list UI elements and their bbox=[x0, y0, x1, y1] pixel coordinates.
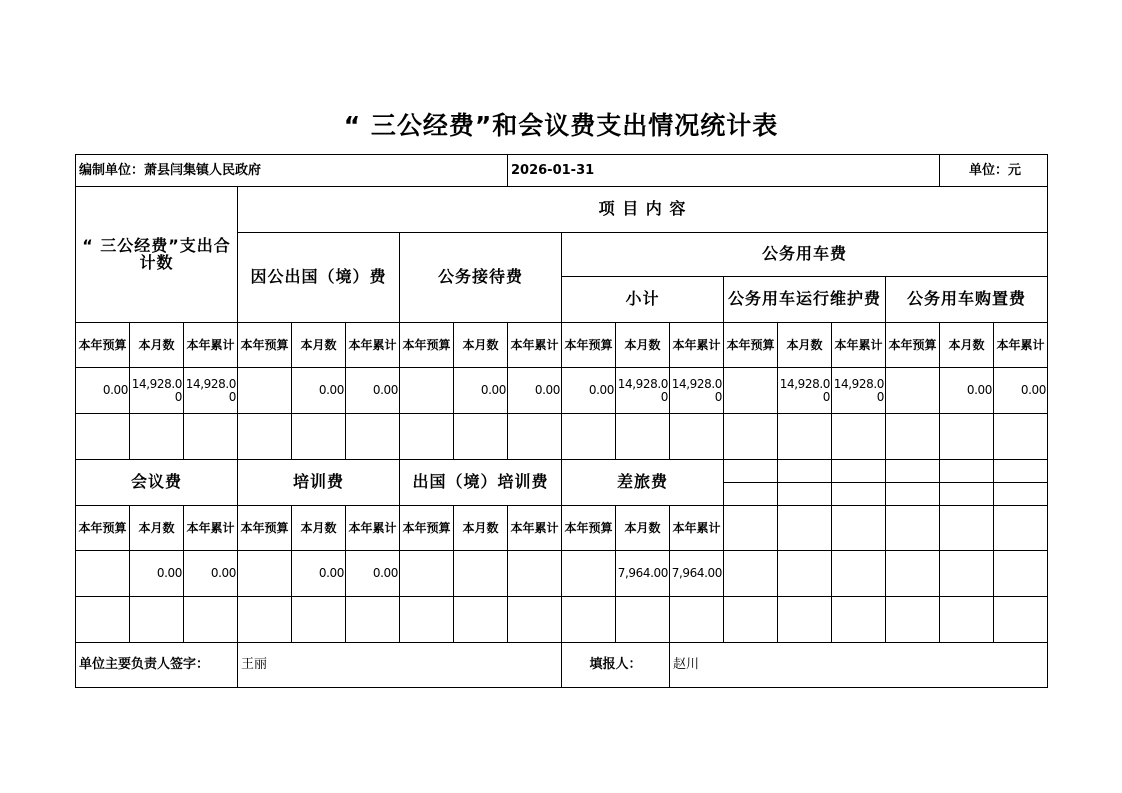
month-label: 本月数 bbox=[454, 506, 508, 551]
empty-cell bbox=[670, 414, 724, 460]
budget-label: 本年预算 bbox=[238, 323, 292, 368]
empty-cell bbox=[832, 414, 886, 460]
empty-cell bbox=[778, 597, 832, 643]
month-label: 本月数 bbox=[616, 323, 670, 368]
data-cell: 14,928.00 bbox=[184, 368, 238, 414]
empty-cell bbox=[508, 597, 562, 643]
budget-label: 本年预算 bbox=[400, 323, 454, 368]
budget-label: 本年预算 bbox=[76, 506, 130, 551]
data-row-2 bbox=[76, 551, 1048, 597]
cumulative-label: 本年累计 bbox=[832, 323, 886, 368]
budget-label: 本年预算 bbox=[562, 506, 616, 551]
empty-cell bbox=[292, 597, 346, 643]
empty-cell bbox=[778, 551, 832, 597]
empty-cell bbox=[400, 414, 454, 460]
empty-cell bbox=[670, 597, 724, 643]
cumulative-label: 本年累计 bbox=[508, 506, 562, 551]
column-label-row bbox=[76, 323, 1048, 368]
empty-cell bbox=[994, 460, 1048, 483]
data-cell: 0.00 bbox=[130, 551, 184, 597]
cumulative-label: 本年累计 bbox=[670, 506, 724, 551]
data-cell bbox=[454, 551, 508, 597]
empty-cell bbox=[886, 506, 940, 551]
empty-cell bbox=[76, 414, 130, 460]
vehicle-purchase-header: 公务用车购置费 bbox=[886, 277, 1048, 323]
project-content-header: 项 目 内 容 bbox=[238, 187, 1048, 233]
empty-cell bbox=[940, 506, 994, 551]
data-cell bbox=[508, 551, 562, 597]
compiling-unit: 编制单位：萧县闫集镇人民政府 bbox=[76, 155, 508, 187]
report-title: “ 三公经费”和会议费支出情况统计表 bbox=[343, 111, 779, 140]
empty-cell bbox=[940, 551, 994, 597]
month-label: 本月数 bbox=[130, 323, 184, 368]
empty-row bbox=[76, 414, 1048, 460]
data-cell: 7,964.00 bbox=[670, 551, 724, 597]
total-header: “ 三公经费”支出合计数 bbox=[76, 187, 238, 323]
budget-label: 本年预算 bbox=[724, 323, 778, 368]
training-header: 培训费 bbox=[238, 460, 400, 506]
empty-cell bbox=[454, 414, 508, 460]
empty-cell bbox=[832, 551, 886, 597]
empty-cell bbox=[130, 414, 184, 460]
budget-label: 本年预算 bbox=[238, 506, 292, 551]
data-cell bbox=[400, 368, 454, 414]
data-cell bbox=[562, 551, 616, 597]
empty-cell bbox=[994, 597, 1048, 643]
vehicle-subtotal-header: 小计 bbox=[562, 277, 724, 323]
budget-label: 本年预算 bbox=[562, 323, 616, 368]
empty-cell bbox=[886, 597, 940, 643]
empty-cell bbox=[130, 597, 184, 643]
cumulative-label: 本年累计 bbox=[994, 323, 1048, 368]
data-cell: 14,928.00 bbox=[670, 368, 724, 414]
overseas-training-header: 出国（境）培训费 bbox=[400, 460, 562, 506]
meeting-header: 会议费 bbox=[76, 460, 238, 506]
budget-label: 本年预算 bbox=[400, 506, 454, 551]
cumulative-label: 本年累计 bbox=[670, 323, 724, 368]
data-cell: 0.00 bbox=[940, 368, 994, 414]
cumulative-label: 本年累计 bbox=[508, 323, 562, 368]
overseas-header: 因公出国（境）费 bbox=[238, 233, 400, 323]
empty-cell bbox=[346, 597, 400, 643]
filler-name: 赵川 bbox=[670, 643, 1048, 688]
info-row bbox=[76, 155, 1048, 187]
empty-cell bbox=[508, 414, 562, 460]
signature-row bbox=[76, 643, 1048, 688]
empty-cell bbox=[616, 597, 670, 643]
month-label: 本月数 bbox=[130, 506, 184, 551]
month-label: 本月数 bbox=[778, 323, 832, 368]
empty-cell bbox=[994, 506, 1048, 551]
data-cell bbox=[724, 368, 778, 414]
empty-cell bbox=[994, 483, 1048, 506]
empty-cell bbox=[184, 414, 238, 460]
budget-label: 本年预算 bbox=[886, 323, 940, 368]
empty-cell bbox=[886, 551, 940, 597]
empty-cell bbox=[346, 414, 400, 460]
empty-cell bbox=[994, 551, 1048, 597]
month-label: 本月数 bbox=[292, 323, 346, 368]
month-label: 本月数 bbox=[454, 323, 508, 368]
empty-cell bbox=[994, 414, 1048, 460]
data-cell: 0.00 bbox=[292, 368, 346, 414]
data-cell: 14,928.00 bbox=[778, 368, 832, 414]
empty-cell bbox=[886, 460, 940, 483]
empty-cell bbox=[562, 597, 616, 643]
empty-cell bbox=[562, 414, 616, 460]
data-cell bbox=[400, 551, 454, 597]
empty-cell bbox=[238, 597, 292, 643]
empty-cell bbox=[778, 414, 832, 460]
data-cell bbox=[886, 368, 940, 414]
travel-header: 差旅费 bbox=[562, 460, 724, 506]
data-cell: 0.00 bbox=[994, 368, 1048, 414]
data-cell: 0.00 bbox=[454, 368, 508, 414]
statistics-table bbox=[75, 154, 1048, 688]
empty-cell bbox=[724, 483, 778, 506]
empty-cell bbox=[832, 506, 886, 551]
vehicle-running-header: 公务用车运行维护费 bbox=[724, 277, 886, 323]
cumulative-label: 本年累计 bbox=[184, 506, 238, 551]
data-cell: 0.00 bbox=[508, 368, 562, 414]
data-cell bbox=[76, 551, 130, 597]
data-cell: 0.00 bbox=[562, 368, 616, 414]
leader-signature-label: 单位主要负责人签字： bbox=[76, 643, 238, 688]
empty-cell bbox=[886, 483, 940, 506]
data-cell: 0.00 bbox=[76, 368, 130, 414]
empty-cell bbox=[724, 506, 778, 551]
empty-cell bbox=[778, 506, 832, 551]
empty-cell bbox=[724, 551, 778, 597]
data-cell: 0.00 bbox=[346, 551, 400, 597]
data-row-1 bbox=[76, 368, 1048, 414]
empty-cell bbox=[292, 414, 346, 460]
leader-name: 王丽 bbox=[238, 643, 562, 688]
data-cell: 14,928.00 bbox=[130, 368, 184, 414]
empty-cell bbox=[724, 460, 778, 483]
budget-label: 本年预算 bbox=[76, 323, 130, 368]
data-cell: 0.00 bbox=[184, 551, 238, 597]
data-cell: 7,964.00 bbox=[616, 551, 670, 597]
empty-cell bbox=[940, 460, 994, 483]
empty-cell bbox=[76, 597, 130, 643]
empty-cell bbox=[724, 597, 778, 643]
cumulative-label: 本年累计 bbox=[346, 506, 400, 551]
empty-cell bbox=[886, 414, 940, 460]
empty-cell bbox=[778, 483, 832, 506]
empty-row bbox=[76, 597, 1048, 643]
empty-cell bbox=[238, 414, 292, 460]
data-cell bbox=[238, 551, 292, 597]
filler-label: 填报人： bbox=[562, 643, 670, 688]
month-label: 本月数 bbox=[292, 506, 346, 551]
column-label-row-2 bbox=[76, 506, 1048, 551]
empty-cell bbox=[940, 597, 994, 643]
vehicle-header: 公务用车费 bbox=[562, 233, 1048, 277]
empty-cell bbox=[454, 597, 508, 643]
data-cell: 14,928.00 bbox=[832, 368, 886, 414]
cumulative-label: 本年累计 bbox=[184, 323, 238, 368]
reception-header: 公务接待费 bbox=[400, 233, 562, 323]
data-cell bbox=[238, 368, 292, 414]
empty-cell bbox=[616, 414, 670, 460]
data-cell: 0.00 bbox=[346, 368, 400, 414]
empty-cell bbox=[400, 597, 454, 643]
empty-cell bbox=[832, 483, 886, 506]
data-cell: 0.00 bbox=[292, 551, 346, 597]
empty-cell bbox=[832, 597, 886, 643]
cumulative-label: 本年累计 bbox=[346, 323, 400, 368]
currency-unit: 单位：元 bbox=[940, 155, 1048, 187]
empty-cell bbox=[940, 483, 994, 506]
month-label: 本月数 bbox=[616, 506, 670, 551]
empty-cell bbox=[940, 414, 994, 460]
empty-cell bbox=[778, 460, 832, 483]
report-date: 2026-01-31 bbox=[508, 155, 940, 187]
empty-cell bbox=[184, 597, 238, 643]
empty-cell bbox=[724, 414, 778, 460]
month-label: 本月数 bbox=[940, 323, 994, 368]
empty-cell bbox=[832, 460, 886, 483]
data-cell: 14,928.00 bbox=[616, 368, 670, 414]
